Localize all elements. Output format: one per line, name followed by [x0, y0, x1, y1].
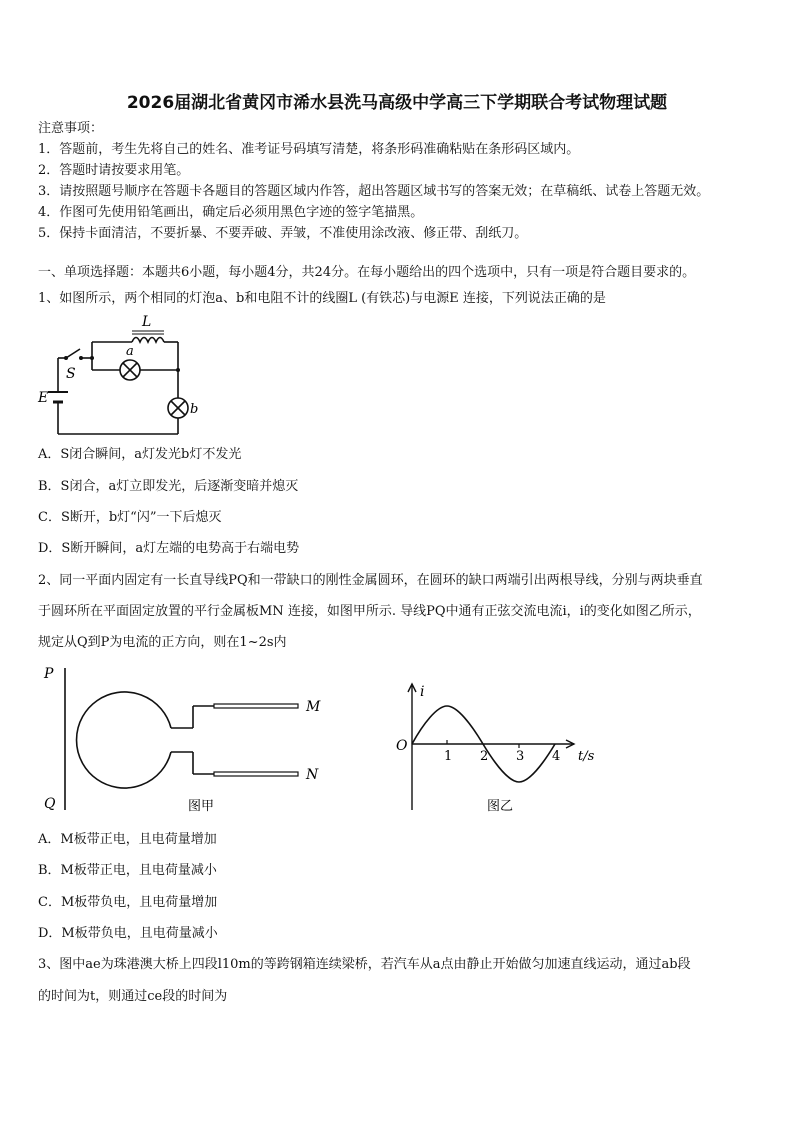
label-b: b [190, 402, 199, 417]
notice-item: 1．答题前，考生先将自己的姓名、准考证号码填写清楚，将条形码准确粘贴在条形码区域内。 [38, 142, 580, 157]
q2-figure-b [390, 662, 610, 822]
caption-jia: 图甲 [188, 799, 215, 814]
q2-option-a: A．M板带正电，且电荷量增加 [38, 832, 217, 847]
notice-item: 5．保持卡面清洁，不要折暴、不要弄破、弄皱，不准使用涂改液、修正带、刮纸刀。 [38, 226, 528, 241]
label-p: P [44, 666, 54, 682]
notice-heading: 注意事项： [38, 121, 104, 136]
q2-option-b: B．M板带正电，且电荷量减小 [38, 863, 217, 878]
q1-option-b: B．S闭合，a灯立即发光，后逐渐变暗并熄灭 [38, 479, 299, 494]
label-q: Q [44, 796, 56, 812]
label-t: t/s [578, 749, 595, 764]
tick-2: 2 [480, 749, 489, 764]
q1-option-d: D．S断开瞬间，a灯左端的电势高于右端电势 [38, 541, 300, 556]
q1-circuit-figure [36, 312, 206, 440]
notice-item: 3．请按照题号顺序在答题卡各题目的答题区域内作答，超出答题区域书写的答案无效；在草稿纸、试卷上答题无效。 [38, 184, 710, 199]
label-origin: O [396, 738, 408, 754]
q2-stem-line: 2、同一平面内固定有一长直导线PQ和一带缺口的刚性金属圆环，在圆环的缺口两端引出两根导线，分别与两块垂直 [38, 573, 703, 588]
label-m: M [306, 699, 321, 715]
label-e: E [38, 390, 49, 406]
label-n: N [306, 767, 319, 783]
q2-stem-line: 规定从Q到P为电流的正方向，则在1~2s内 [38, 635, 287, 650]
label-l: L [142, 314, 152, 330]
q3-stem-line: 的时间为t，则通过ce段的时间为 [38, 989, 228, 1004]
notice-item: 4．作图可先使用铅笔画出，确定后必须用黑色字迹的签字笔描黑。 [38, 205, 424, 220]
tick-3: 3 [516, 749, 525, 764]
q3-stem-line: 3、图中ae为珠港澳大桥上四段l10m的等跨钢箱连续梁桥，若汽车从a点由静止开始做匀加速直线运动，通过ab段 [38, 957, 691, 972]
q1-option-c: C．S断开，b灯“闪”一下后熄灭 [38, 510, 222, 525]
label-s: S [66, 366, 76, 382]
q2-stem-line: 于圆环所在平面固定放置的平行金属板MN 连接，如图甲所示. 导线PQ中通有正弦交流电流i，i的变化如图乙所示， [38, 604, 701, 619]
label-i: i [420, 684, 425, 700]
q2-option-d: D．M板带负电，且电荷量减小 [38, 926, 218, 941]
notice-item: 2．答题时请按要求用笔。 [38, 163, 190, 178]
label-a: a [126, 344, 134, 359]
page-title: 2026届湖北省黄冈市浠水县洗马高级中学高三下学期联合考试物理试题 [126, 93, 668, 113]
q2-option-c: C．M板带负电，且电荷量增加 [38, 895, 218, 910]
section-heading: 一、单项选择题：本题共6小题，每小题4分，共24分。在每小题给出的四个选项中，只有一项是符合题目要求的。 [38, 265, 696, 280]
tick-1: 1 [444, 749, 453, 764]
q1-stem: 1、如图所示，两个相同的灯泡a、b和电阻不计的线圈L (有铁芯)与电源E 连接，下列说法正确的是 [38, 291, 606, 306]
q1-option-a: A．S闭合瞬间，a灯发光b灯不发光 [38, 447, 242, 462]
tick-4: 4 [552, 749, 561, 764]
q2-figure-a [38, 662, 338, 822]
caption-yi: 图乙 [487, 799, 514, 814]
